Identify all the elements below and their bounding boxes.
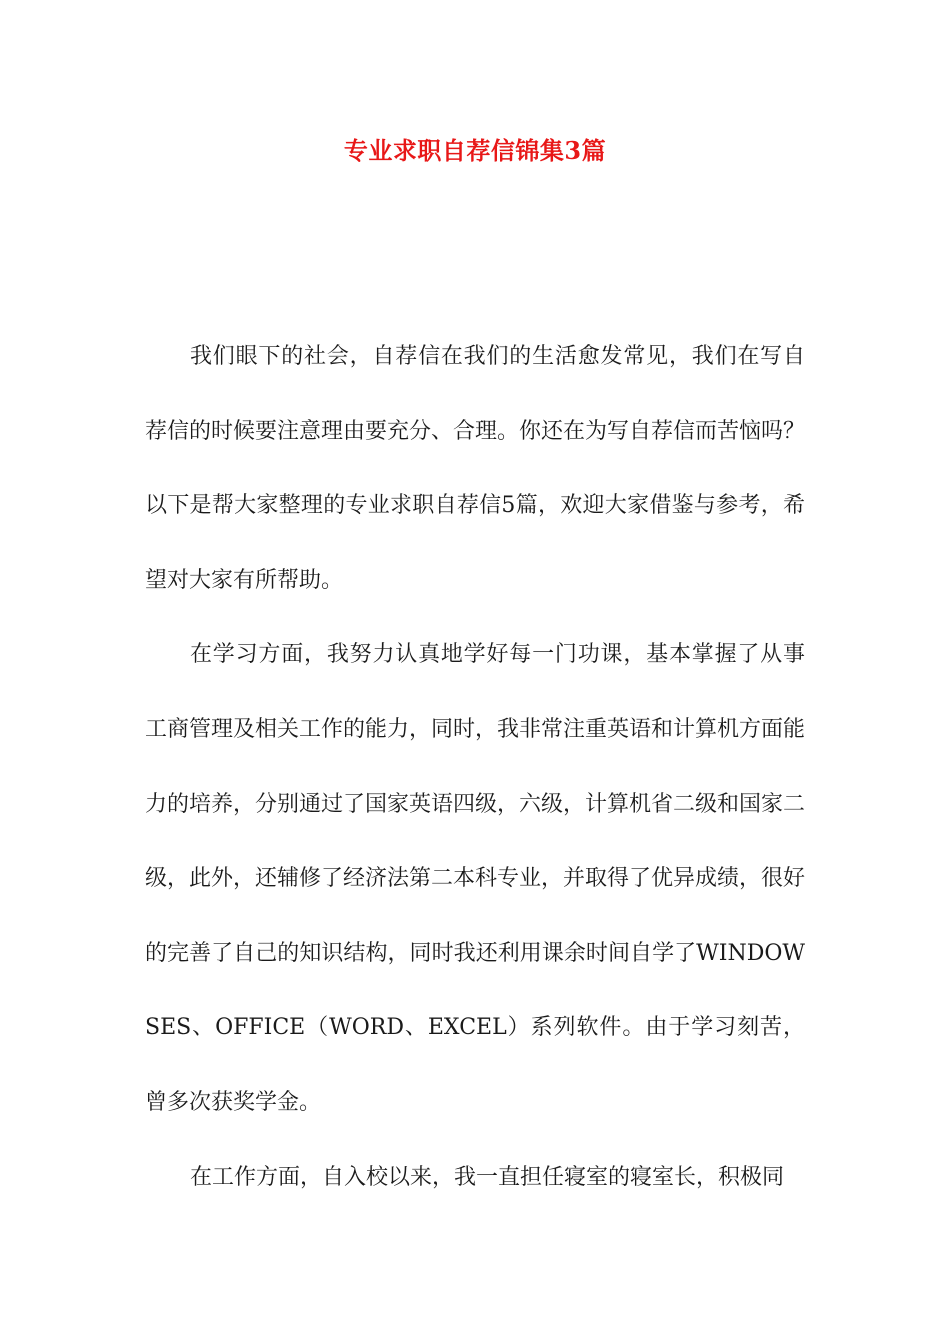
document-title: 专业求职自荐信锦集3篇: [343, 136, 607, 165]
paragraph-study: 在学习方面，我努力认真地学好每一门功课，基本掌握了从事工商管理及相关工作的能力，同时，我非常注重英语和计算机方面能力的培养，分别通过了国家英语四级，六级，计算机省二级和国家二级，此外，还辅修了经济法第二本科专业，并取得了优异成绩，很好的完善了自己的知识结构，同时我还利用课余时间自学了WINDOWSES、OFFICE（WORD、EXCEL）系列软件。由于学习刻苦，曾多次获奖学金。: [145, 642, 806, 1115]
paragraph-intro: 我们眼下的社会，自荐信在我们的生活愈发常见，我们在写自荐信的时候要注意理由要充分、合理。你还在为写自荐信而苦恼吗？以下是帮大家整理的专业求职自荐信5篇，欢迎大家借鉴与参考，希望对大家有所帮助。: [145, 344, 806, 593]
document-body: [145, 320, 805, 1215]
paragraph-work: 在工作方面，自入校以来，我一直担任寝室的寝室长，积极同: [190, 1164, 785, 1190]
